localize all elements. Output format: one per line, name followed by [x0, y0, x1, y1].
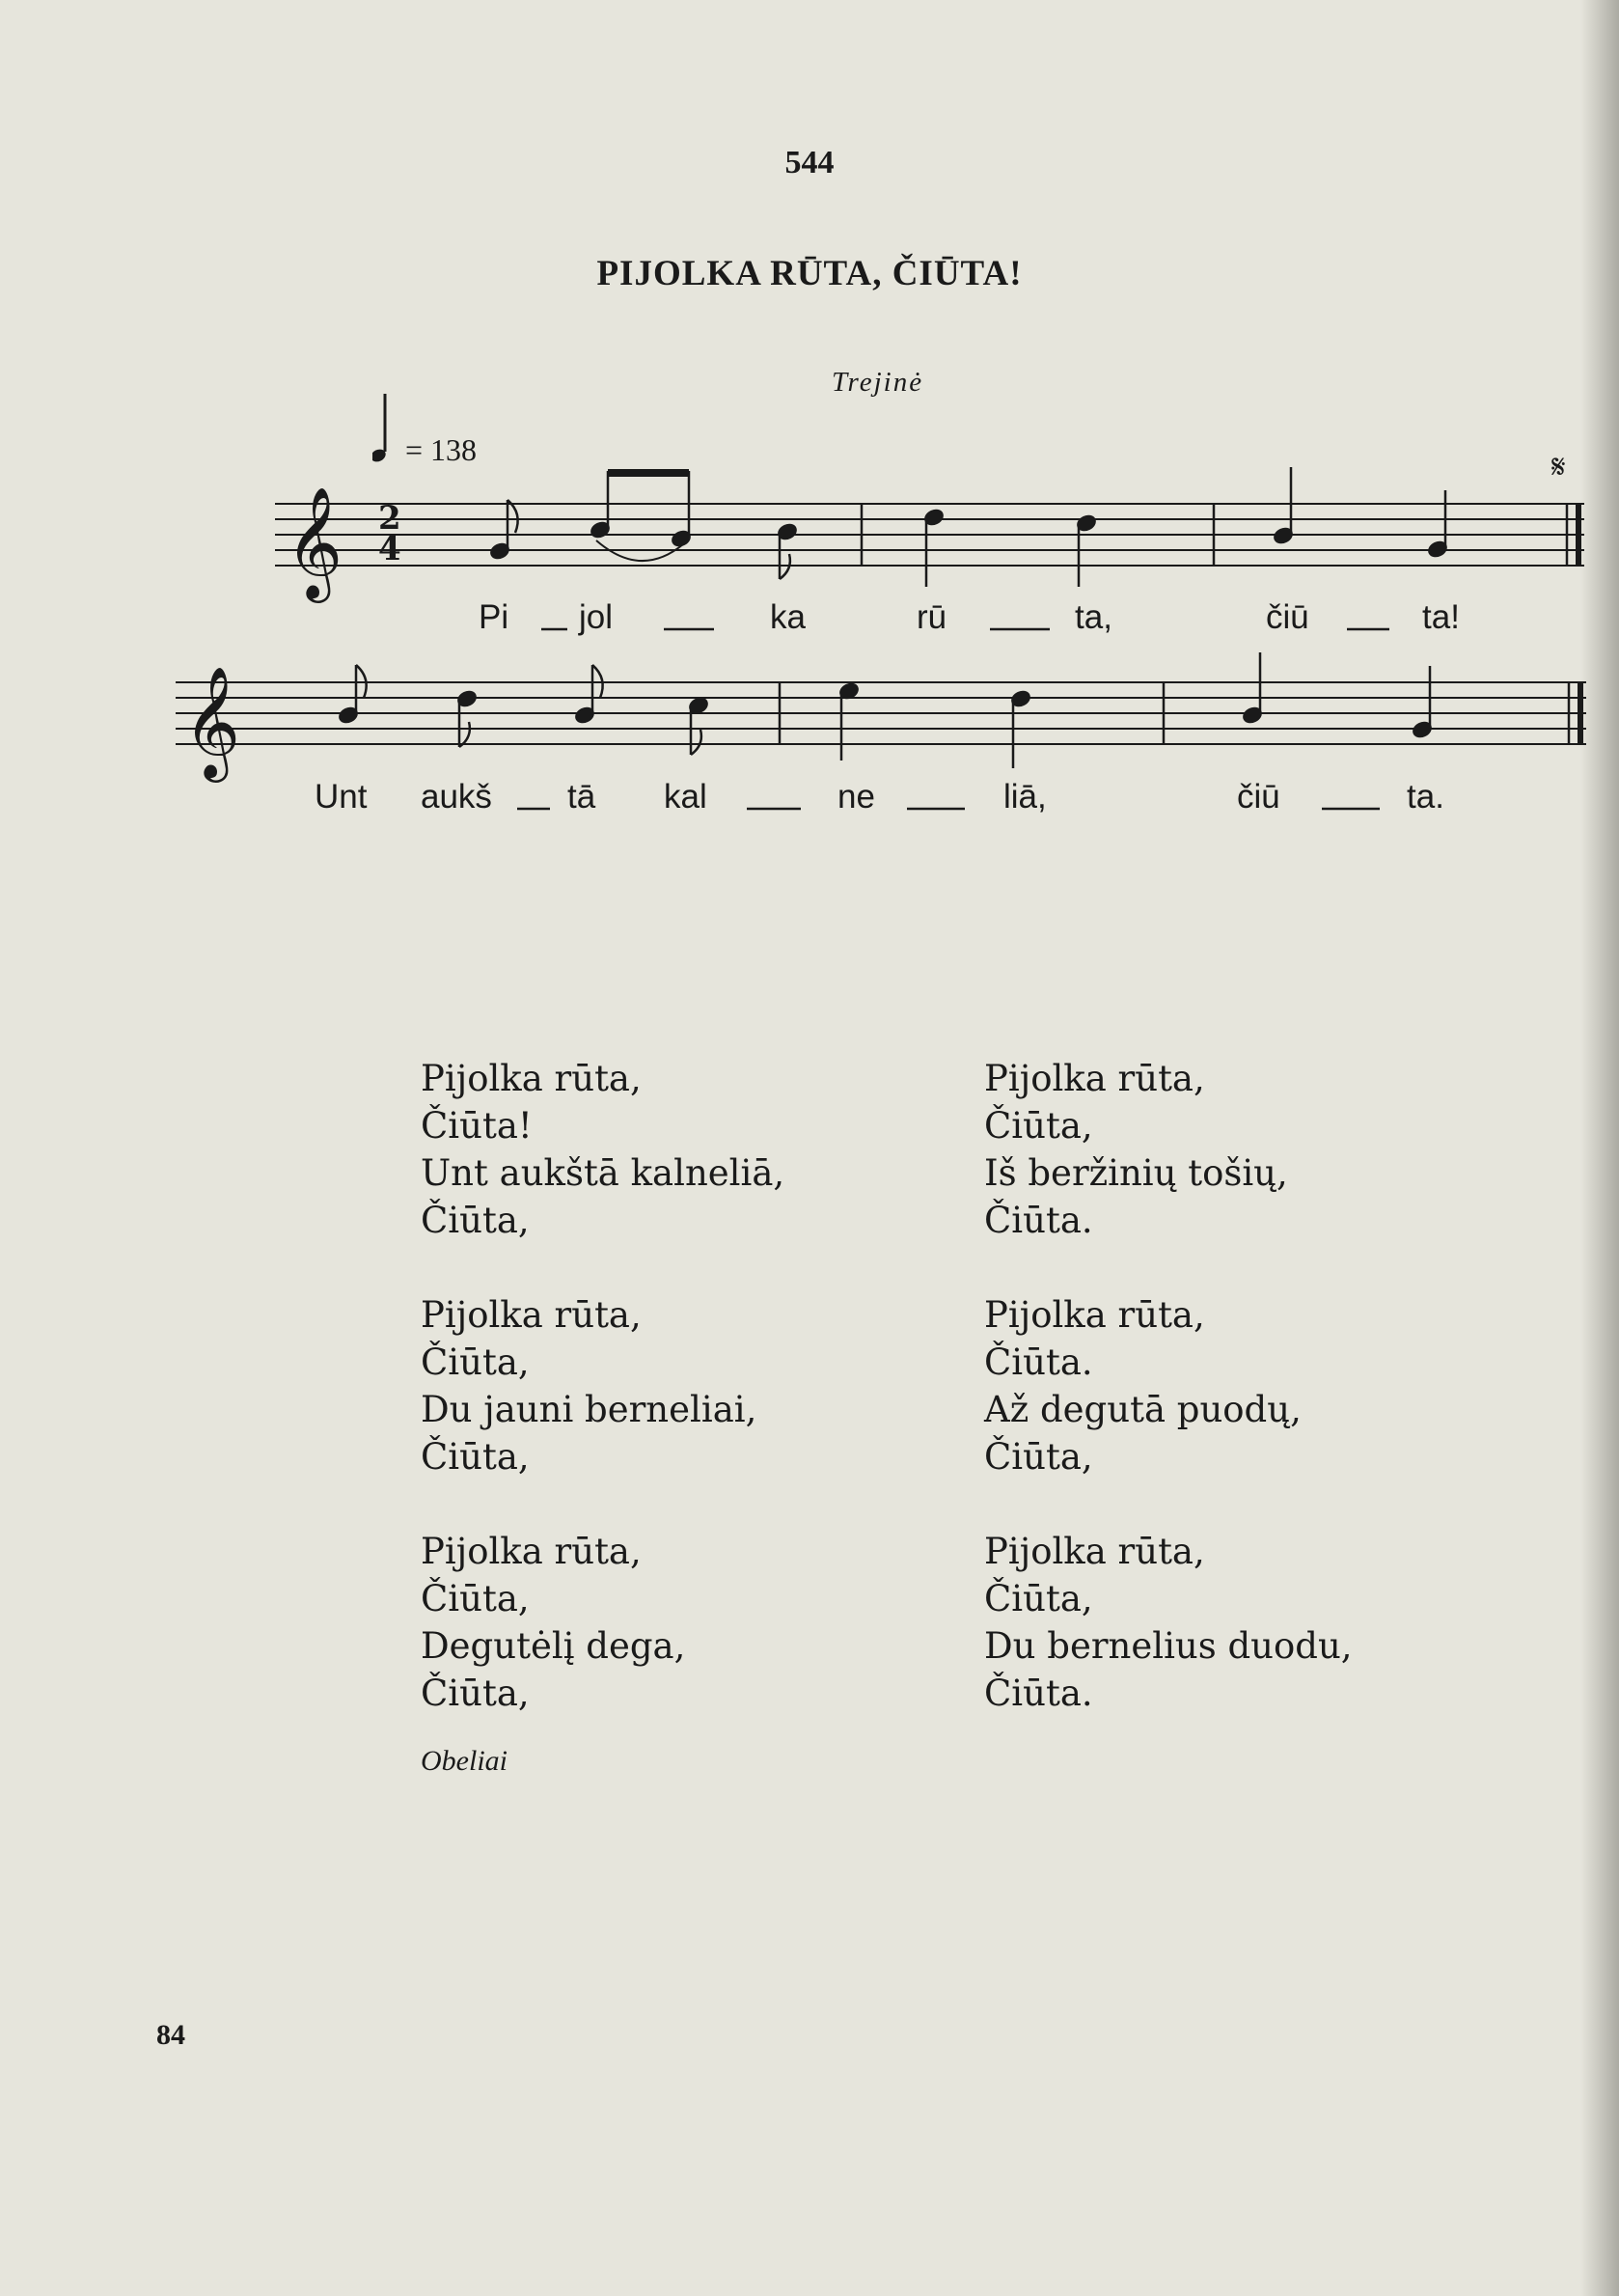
lyric-syllable: kal	[664, 778, 707, 816]
verse-line: Unt aukštā kalneliā,	[421, 1152, 785, 1194]
verse-line: Pijolka rūta,	[421, 1058, 642, 1099]
verse-line: Čiūta,	[421, 1200, 530, 1241]
lyric-syllable: aukš	[421, 778, 492, 816]
verses-right-column	[984, 1055, 1353, 1764]
stanza	[984, 1291, 1353, 1480]
treble-clef-icon: 𝄞	[183, 665, 241, 778]
page-number: 84	[156, 2019, 185, 2051]
stanza	[421, 1291, 784, 1480]
verse-line: Pijolka rūta,	[421, 1294, 642, 1336]
stanza	[984, 1528, 1353, 1717]
verse-line: Iš beržinių tošių,	[984, 1152, 1288, 1194]
stanza	[984, 1055, 1353, 1244]
song-number: 544	[784, 145, 835, 180]
lyric-syllable: jol	[579, 598, 614, 636]
lyric-syllable: ta!	[1422, 598, 1460, 636]
verse-line: Pijolka rūta,	[984, 1531, 1205, 1572]
segno-icon: 𝄋	[1551, 448, 1566, 486]
stanza	[421, 1528, 784, 1717]
verse-line: Čiūta,	[421, 1673, 530, 1714]
verse-line: Čiūta,	[421, 1342, 530, 1383]
lyric-syllable: čiū	[1237, 778, 1280, 816]
lyric-syllable: tā	[567, 778, 596, 816]
lyric-syllable: Pi	[479, 598, 509, 636]
verse-line: Čiūta,	[984, 1436, 1093, 1478]
stanza	[421, 1055, 784, 1244]
verse-line: Čiūta.	[984, 1342, 1093, 1383]
verse-line: Du bernelius duodu,	[984, 1625, 1353, 1667]
staff-2	[176, 682, 1586, 744]
lyric-syllable: rū	[917, 598, 947, 636]
verse-line: Pijolka rūta,	[421, 1531, 642, 1572]
time-signature-top: 2	[378, 499, 401, 538]
verse-line: Du jauni berneliai,	[421, 1389, 757, 1430]
tempo-value: = 138	[405, 432, 478, 467]
verses-left-column	[421, 1055, 784, 1764]
verse-line: Pijolka rūta,	[984, 1058, 1205, 1099]
treble-clef-icon: 𝄞	[286, 485, 343, 598]
verse-line: Čiūta,	[984, 1105, 1093, 1147]
verse-line: Pijolka rūta,	[984, 1294, 1205, 1336]
song-title: PIJOLKA RŪTA, ČIŪTA!	[596, 254, 1023, 293]
lyric-syllable: Unt	[315, 778, 368, 816]
verse-line: Degutėlį dega,	[421, 1625, 686, 1667]
lyric-syllable: ka	[770, 598, 806, 636]
lyric-syllable: ta,	[1075, 598, 1112, 636]
verse-line: Čiūta,	[421, 1578, 530, 1619]
lyric-syllable: liā,	[1003, 778, 1047, 816]
verse-line: Čiūta.	[984, 1673, 1093, 1714]
verse-line: Čiūta!	[421, 1105, 533, 1147]
lyric-syllable: ta.	[1407, 778, 1444, 816]
verse-line: Čiūta.	[984, 1200, 1093, 1241]
beam	[608, 469, 689, 477]
voice-type-label: Trejinė	[832, 367, 924, 398]
time-signature-bottom: 4	[378, 530, 401, 568]
lyric-syllable: ne	[837, 778, 875, 816]
verse-line: Čiūta,	[421, 1436, 530, 1478]
source-location: Obeliai	[421, 1745, 508, 1777]
verse-line: Až degutā puodų,	[984, 1389, 1302, 1430]
verse-line: Čiūta,	[984, 1578, 1093, 1619]
lyric-syllable: čiū	[1266, 598, 1309, 636]
